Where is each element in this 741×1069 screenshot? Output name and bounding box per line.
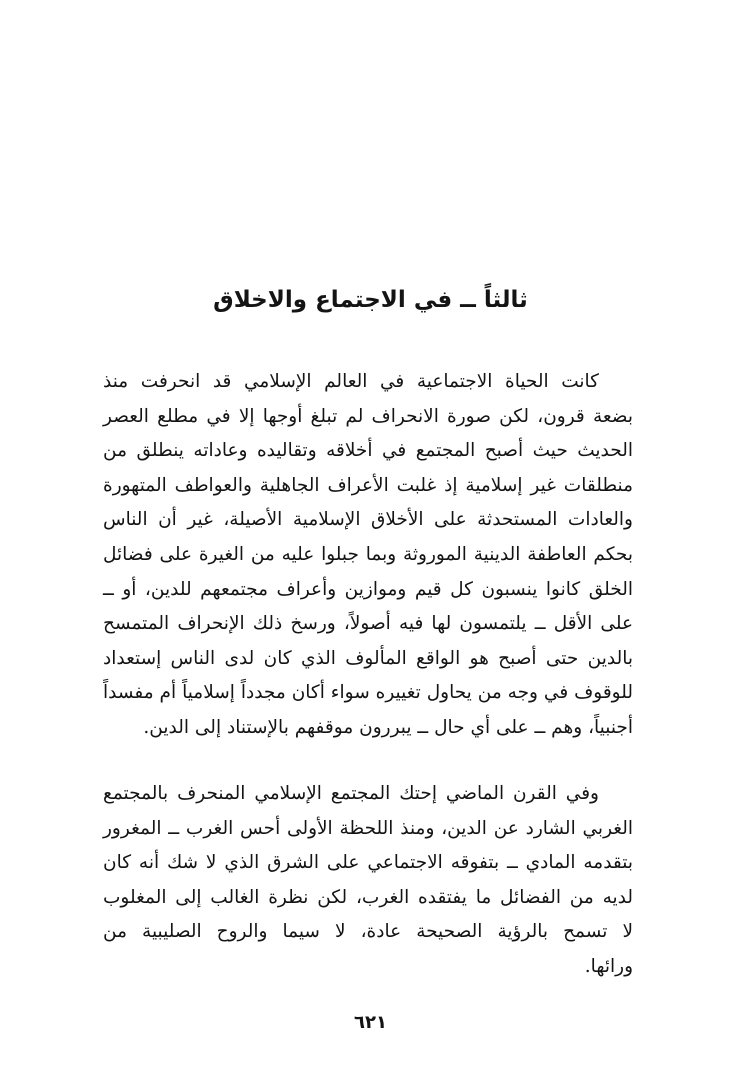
section-heading: ثالثاً ــ في الاجتماع والاخلاق xyxy=(213,287,528,313)
paragraph-line: منطلقات غير إسلامية إذ غلبت الأعراف الجاهلية والعواطف المتهورة xyxy=(103,474,633,496)
paragraph-line: ورائها. xyxy=(584,955,633,977)
paragraph-line: بالدين حتى أصبح هو الواقع المألوف الذي كان لدى الناس إستعداد xyxy=(103,647,633,669)
paragraph-line: الغربي الشارد عن الدين، ومنذ اللحظة الأولى أحس الغرب ــ المغرور xyxy=(103,817,633,839)
page-number: ٦٢١ xyxy=(354,1012,387,1033)
paragraph-line: لديه من الفضائل ما يفتقده الغرب، لكن نظرة الغالب إلى المغلوب xyxy=(103,886,633,908)
paragraph-line: الحديث حيث أصبح المجتمع في أخلاقه وتقاليده وعاداته ينطلق من xyxy=(103,440,633,462)
paragraph-line: بتقدمه المادي ــ بتفوقه الاجتماعي على الشرق الذي لا شك أنه كان xyxy=(103,852,633,874)
paragraph-line: كانت الحياة الاجتماعية في العالم الإسلامي قد انحرفت منذ xyxy=(103,371,599,392)
paragraph-line: لا تسمح بالرؤية الصحيحة عادة، لا سيما والروح الصليبية من xyxy=(103,921,633,943)
paragraph-line: الخلق كانوا ينسبون كل قيم وموازين وأعراف مجتمعهم للدين، أو ــ xyxy=(103,578,633,600)
paragraph-line: على الأقل ــ يلتمسون لها فيه أصولاً، ورسخ ذلك الإنحراف المتمسح xyxy=(103,613,633,635)
paragraph-line: وفي القرن الماضي إحتك المجتمع الإسلامي المنحرف بالمجتمع xyxy=(103,783,599,804)
paragraph-line: أجنبياً، وهم ــ على أي حال ــ يبررون موقفهم بالإستناد إلى الدين. xyxy=(143,716,633,738)
paragraph-line: بضعة قرون، لكن صورة الانحراف لم تبلغ أوجها إلا في مطلع العصر xyxy=(103,405,633,427)
paragraph-line: والعادات المستحدثة على الأخلاق الإسلامية الأصيلة، غير أن الناس xyxy=(103,509,633,531)
paragraph-2 xyxy=(103,777,633,985)
paragraph-line: بحكم العاطفة الدينية الموروثة وبما جبلوا عليه من الغيرة على فضائل xyxy=(103,543,633,565)
paragraph-line: للوقوف في وجه من يحاول تغييره سواء أكان مجدداً إسلامياً أم مفسداً xyxy=(103,682,633,704)
paragraph-1 xyxy=(103,365,633,746)
